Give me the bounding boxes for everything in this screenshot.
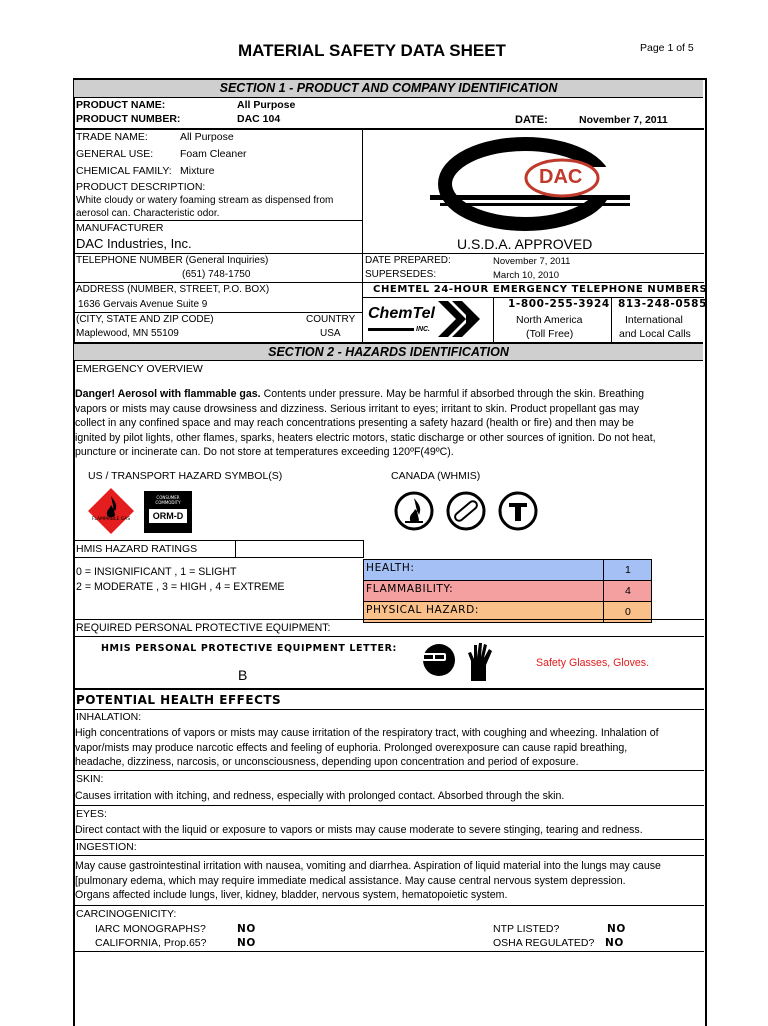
hmis-rating-value: 1 — [625, 564, 631, 576]
telephone-number: (651) 748-1750 — [182, 269, 251, 280]
city: Maplewood, MN 55109 — [76, 328, 179, 339]
chemtel-logo-text: ChemTel — [368, 305, 435, 322]
usda-approved: U.S.D.A. APPROVED — [457, 236, 593, 252]
iarc-label: IARC MONOGRAPHS? — [95, 923, 206, 935]
supersedes-label: SUPERSEDES: — [365, 269, 437, 280]
date-label: DATE: — [515, 114, 548, 126]
hmis-rating-label: PHYSICAL HAZARD: — [366, 604, 479, 616]
us-transport-symbol-label: US / TRANSPORT HAZARD SYMBOL(S) — [88, 470, 283, 482]
manufacturer-name: DAC Industries, Inc. — [76, 236, 192, 251]
supersedes-date: March 10, 2010 — [493, 270, 560, 281]
divider — [74, 855, 704, 856]
product-description-line-1: White cloudy or watery foaming stream as dispensed from — [76, 195, 334, 206]
chemical-family-label: CHEMICAL FAMILY: — [76, 165, 172, 177]
phone-north-america-desc-2: (Toll Free) — [526, 328, 574, 340]
divider — [74, 619, 704, 620]
column-divider — [363, 540, 364, 557]
product-number-label: PRODUCT NUMBER: — [76, 113, 181, 125]
divider — [74, 540, 364, 541]
osha-value: NO — [605, 937, 624, 949]
hmis-rating-row — [363, 580, 652, 601]
divider — [74, 839, 704, 840]
page-number: Page 1 of 5 — [640, 42, 694, 54]
iarc-value: NO — [237, 923, 256, 935]
product-name: All Purpose — [237, 99, 296, 111]
phone-north-america-desc-1: North America — [516, 314, 583, 326]
hmis-rating-row — [363, 559, 652, 580]
divider — [74, 282, 704, 283]
whmis-flammable-icon — [394, 491, 434, 534]
hmis-rating-value: 4 — [625, 585, 631, 597]
chemical-family: Mixture — [180, 165, 215, 177]
chemtel-chevron-icon — [438, 301, 488, 337]
ingestion-line: [pulmonary edema, which may require immediate medical assistance. May cause central nervous system depression. — [75, 874, 626, 887]
column-divider — [611, 297, 612, 342]
divider — [74, 557, 364, 558]
dac-logo-text: DAC — [539, 166, 583, 188]
divider — [74, 951, 704, 952]
health-effects-title: POTENTIAL HEALTH EFFECTS — [76, 693, 282, 707]
inhalation-line: vapor/mists may produce narcotic effects and feeling of euphoria. Prolonged overexposure can cause rapid breathing, — [75, 741, 628, 754]
ingestion-line: Organs affected include lungs, liver, kidney, bladder, nervous system, hematopoietic system. — [75, 889, 508, 902]
divider — [74, 905, 704, 906]
hmis-hazard-ratings-label: HMIS HAZARD RATINGS — [76, 543, 198, 555]
chemtel-title: CHEMTEL 24-HOUR EMERGENCY TELEPHONE NUMBERS — [373, 284, 708, 295]
hmis-rating-divider — [603, 560, 604, 580]
ntp-label: NTP LISTED? — [493, 923, 560, 935]
chemtel-logo-inc: INC. — [416, 326, 430, 333]
divider — [74, 128, 704, 130]
inhalation-label: INHALATION: — [76, 711, 142, 723]
inhalation-line: High concentrations of vapors or mists may cause irritation of the respiratory tract, with coughing and wheezing. Inhalation of — [75, 727, 659, 739]
manufacturer-label: MANUFACTURER — [76, 222, 164, 234]
consumer-commodity-text: CONSUMER COMMODITY — [155, 495, 181, 505]
product-name-label: PRODUCT NAME: — [76, 99, 166, 111]
section-1-title: SECTION 1 - PRODUCT AND COMPANY IDENTIFICATION — [74, 78, 703, 98]
osha-label: OSHA REGULATED? — [493, 937, 595, 949]
california-label: CALIFORNIA, Prop.65? — [95, 937, 207, 949]
trade-name: All Purpose — [180, 131, 234, 143]
ppe-letter-label: HMIS PERSONAL PROTECTIVE EQUIPMENT LETTER: — [101, 643, 397, 654]
ppe-description: Safety Glasses, Gloves. — [536, 657, 650, 669]
ingestion-label: INGESTION: — [76, 841, 137, 853]
phone-international-desc-2: and Local Calls — [619, 328, 691, 340]
danger-statement: Danger! Aerosol with flammable gas. — [75, 388, 261, 400]
document-title: MATERIAL SAFETY DATA SHEET — [238, 41, 506, 60]
orm-d-text: ORM-D — [149, 509, 187, 523]
date-prepared-label: DATE PREPARED: — [365, 255, 451, 266]
emergency-overview-text — [75, 387, 705, 460]
carcinogenicity-label: CARCINOGENICITY: — [76, 908, 177, 920]
danger-text-3: collect in any confined space and may reach concentrations presenting a safety hazard (health or fire) and then may be — [75, 417, 634, 430]
column-divider — [362, 128, 363, 342]
phone-international: 813-248-0585 — [618, 298, 707, 310]
inhalation-line: headache, dizziness, narcosis, or unconsciousness, depending upon concentration and period of exposure. — [75, 756, 579, 769]
hmis-rating-label: FLAMMABILITY: — [366, 583, 454, 595]
danger-text-4: ignited by pilot lights, other flames, sparks, heaters electric motors, static discharge or other sources of ignition. Do not heat, — [75, 431, 656, 444]
skin-label: SKIN: — [76, 773, 104, 785]
divider — [74, 709, 704, 710]
divider — [74, 636, 704, 637]
product-number: DAC 104 — [237, 113, 281, 125]
ntp-value: NO — [607, 923, 626, 935]
city-label: (CITY, STATE AND ZIP CODE) — [76, 314, 214, 325]
emergency-overview-label: EMERGENCY OVERVIEW — [76, 363, 203, 375]
ppe-letter: B — [238, 667, 248, 683]
divider — [74, 220, 363, 221]
product-description-label: PRODUCT DESCRIPTION: — [76, 181, 206, 193]
california-value: NO — [237, 937, 256, 949]
phone-international-desc-1: International — [625, 314, 683, 326]
danger-text-5: puncture or incinerate can. Do not store at temperatures exceeding 120ºF(49ºC). — [75, 446, 454, 459]
hmis-scale-line-2: 2 = MODERATE , 3 = HIGH , 4 = EXTREME — [76, 581, 285, 593]
trade-name-label: TRADE NAME: — [76, 131, 148, 143]
general-use: Foam Cleaner — [180, 148, 247, 160]
whmis-toxic-icon — [498, 491, 538, 534]
column-divider — [493, 297, 494, 342]
section-2-title: SECTION 2 - HAZARDS IDENTIFICATION — [74, 342, 703, 361]
danger-text-2: vapors or mists may cause drowsiness and dizziness. Serious irritant to eyes; irritant to skin. Product propellant gas may — [75, 402, 640, 415]
skin-text: Causes irritation with itching, and redness, especially with prolonged contact. Absorbed through the skin. — [75, 790, 565, 802]
hmis-scale-line-1: 0 = INSIGNIFICANT , 1 = SLIGHT — [76, 566, 237, 578]
hmis-ratings-table — [363, 559, 652, 623]
flammable-gas-diamond-icon — [88, 488, 134, 534]
dac-logo — [430, 137, 640, 232]
eyes-label: EYES: — [76, 808, 107, 820]
ingestion-text — [75, 859, 704, 903]
country: USA — [320, 328, 341, 339]
danger-text-1: Contents under pressure. May be harmful if absorbed through the skin. Breathing — [260, 388, 644, 400]
hmis-rating-value: 0 — [625, 606, 631, 618]
general-use-label: GENERAL USE: — [76, 148, 154, 160]
divider — [74, 805, 704, 806]
column-divider — [235, 540, 236, 557]
divider — [74, 688, 704, 690]
ingestion-line: May cause gastrointestinal irritation with nausea, vomiting and diarrhea. Aspiration of liquid material into the lungs may cause — [75, 860, 661, 872]
orm-d-label-icon — [144, 491, 192, 533]
inhalation-text — [75, 726, 705, 770]
address: 1636 Gervais Avenue Suite 9 — [78, 299, 208, 310]
hmis-rating-divider — [603, 581, 604, 601]
eyes-text: Direct contact with the liquid or exposure to vapors or mists may cause moderate to severe stinging, tearing and redness. — [75, 824, 643, 836]
date-prepared: November 7, 2011 — [493, 256, 571, 267]
divider — [74, 770, 704, 771]
phone-north-america: 1-800-255-3924 — [508, 298, 610, 310]
hmis-rating-label: HEALTH: — [366, 562, 415, 574]
canada-whmis-label: CANADA (WHMIS) — [391, 470, 481, 482]
divider — [74, 312, 363, 313]
divider — [74, 253, 704, 254]
address-label: ADDRESS (NUMBER, STREET, P.O. BOX) — [76, 284, 270, 295]
telephone-label: TELEPHONE NUMBER (General Inquiries) — [76, 255, 269, 266]
chemtel-logo — [366, 300, 492, 340]
whmis-compressed-gas-icon — [446, 491, 486, 534]
flammable-gas-text: FLAMMABLE GAS — [91, 517, 131, 522]
safety-glasses-icon — [421, 641, 457, 680]
date-value: November 7, 2011 — [579, 114, 668, 126]
product-description-line-2: aerosol can. Characteristic odor. — [76, 208, 220, 219]
ppe-label: REQUIRED PERSONAL PROTECTIVE EQUIPMENT: — [76, 622, 331, 634]
gloves-icon — [466, 641, 494, 684]
country-label: COUNTRY — [306, 314, 356, 325]
